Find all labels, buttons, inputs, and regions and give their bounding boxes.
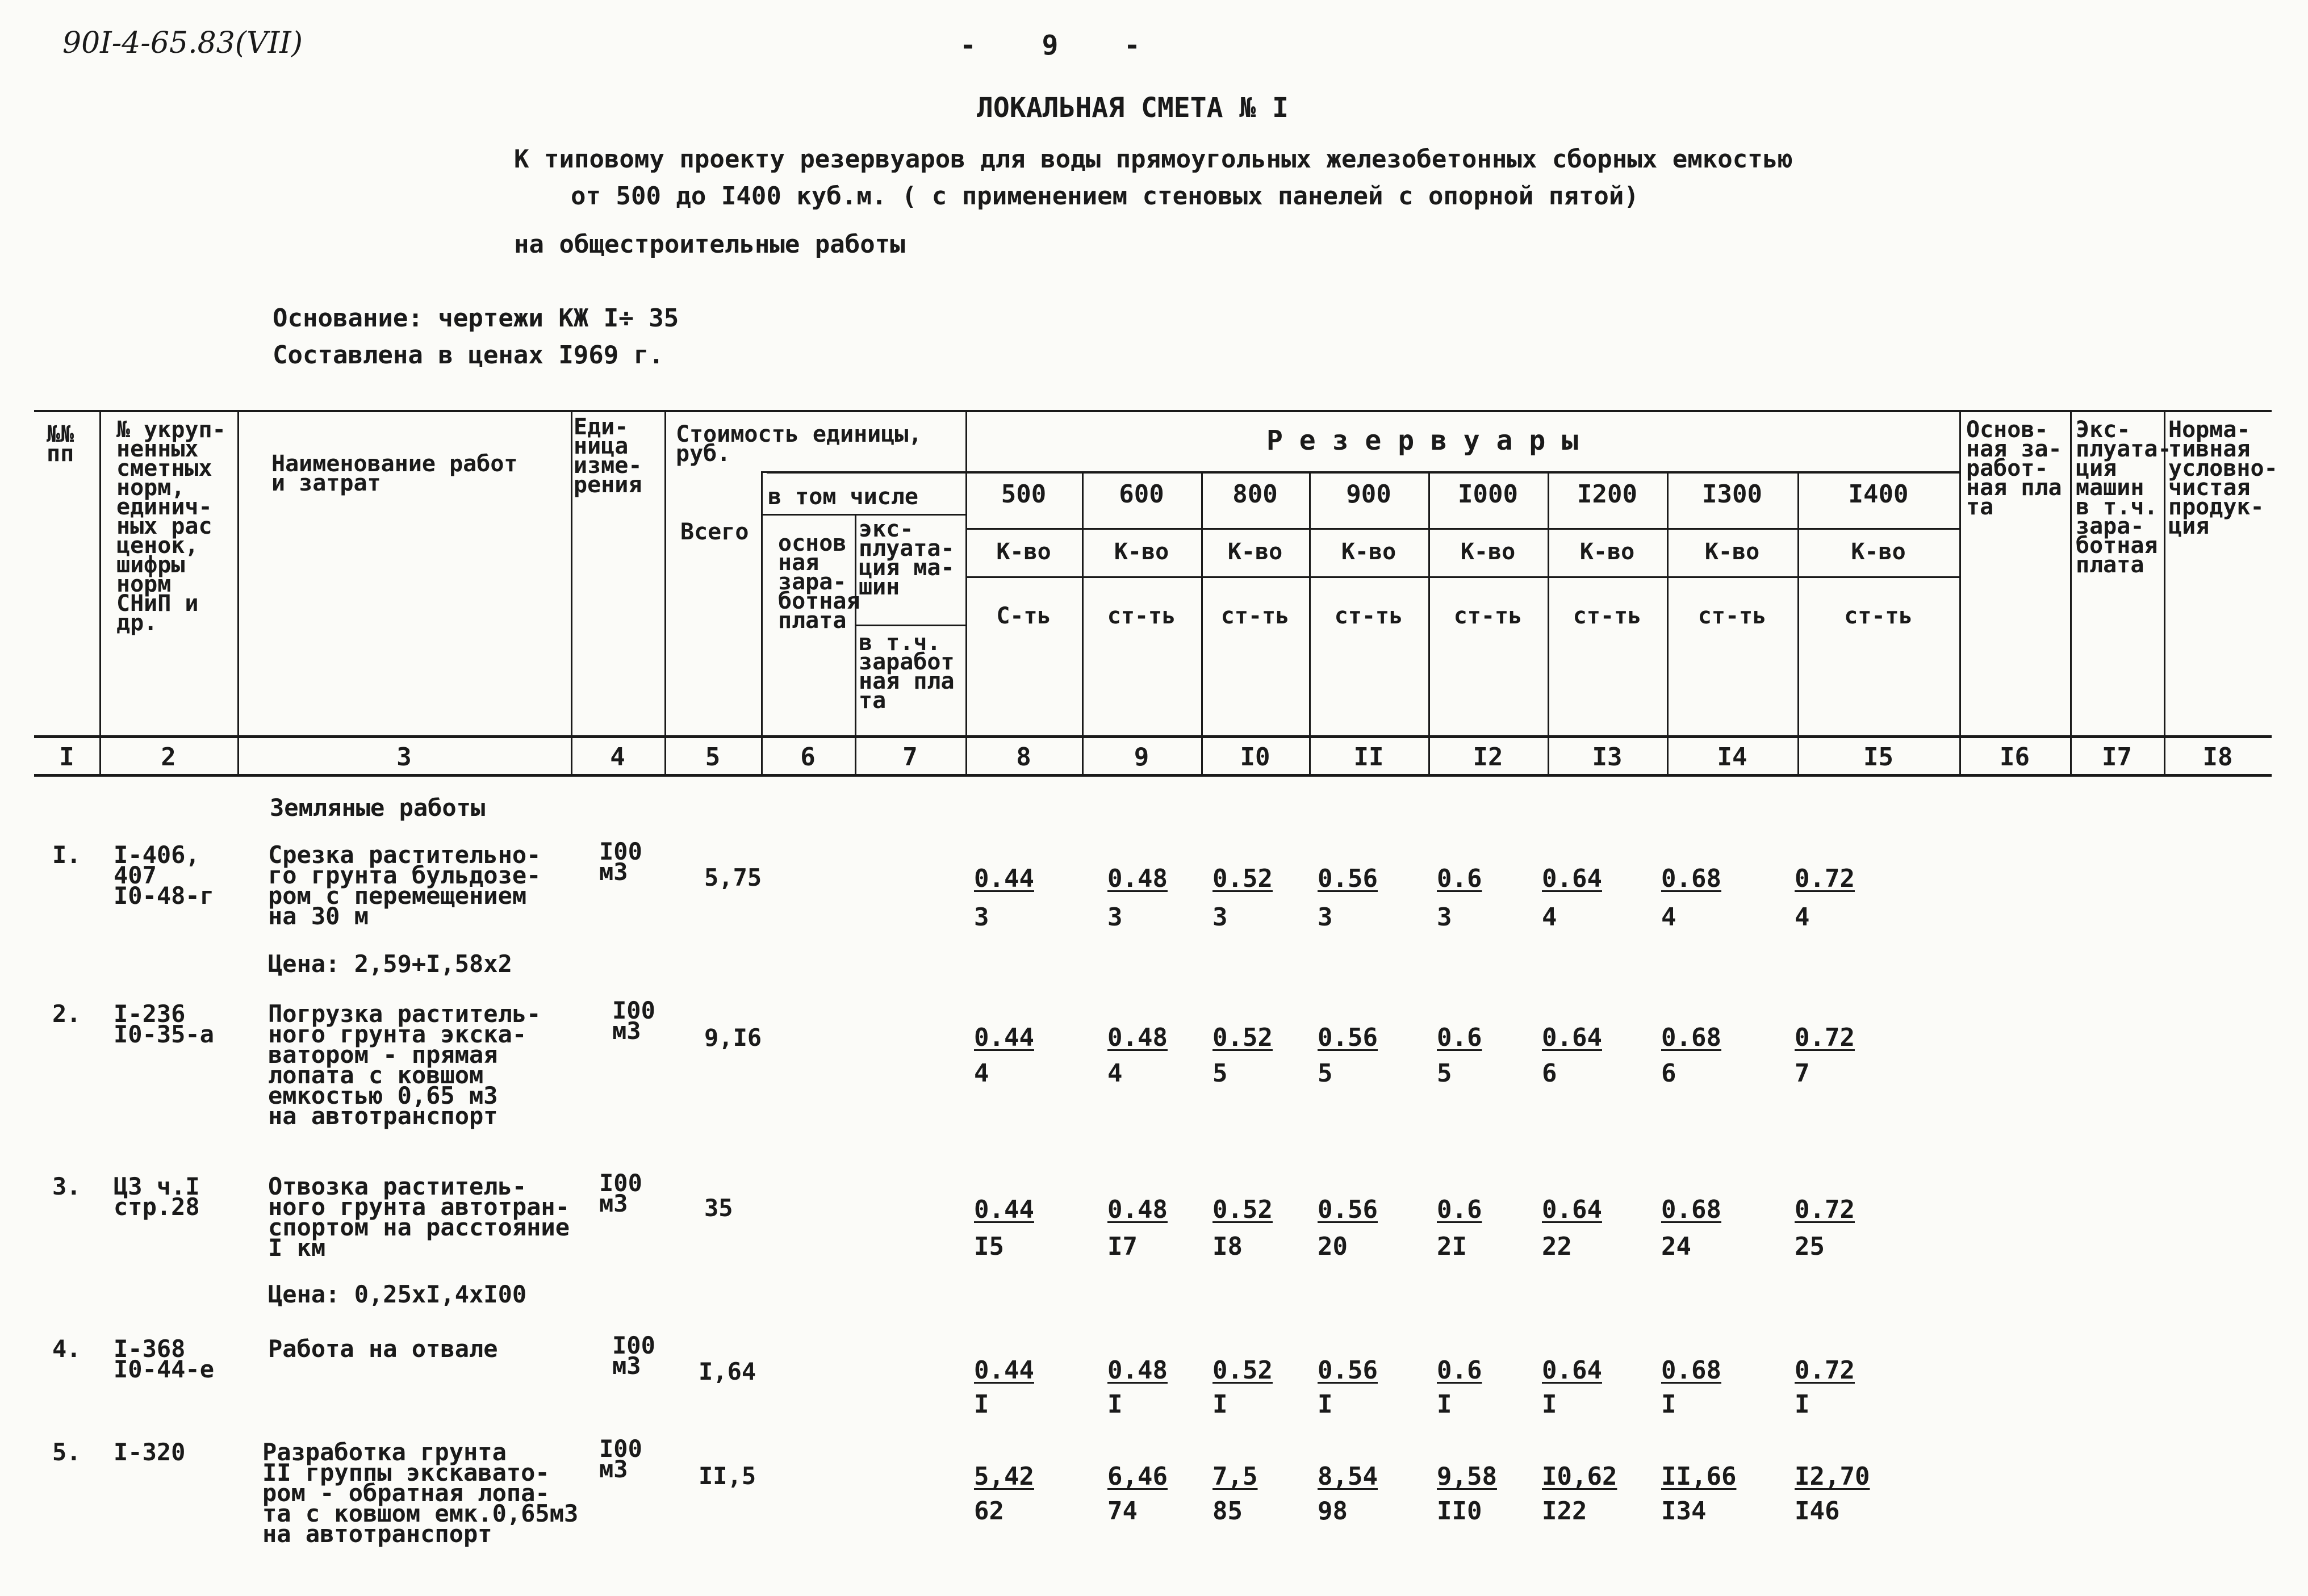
- column-number: I6: [2000, 743, 2030, 772]
- cost-value: 4: [1542, 903, 1557, 932]
- column-number: I5: [1863, 743, 1893, 772]
- cost-value: 98: [1318, 1497, 1348, 1526]
- row-name: Работа на отвале: [268, 1335, 498, 1363]
- header-top-rule: [34, 410, 2272, 412]
- header-including: в том числе: [768, 484, 918, 510]
- header-rule-cost-row: [965, 576, 1959, 578]
- row-name: Разработка грунта II группы экскавато- ром - обратная лопа- та с ковшом емк.0,65м3 на автотранспорт: [262, 1438, 579, 1548]
- header-volume: 800: [1232, 480, 1278, 509]
- header-norm-codes: № укруп- ненных сметных норм, единич- ных рас ценок, шифры норм СНиП и др.: [116, 417, 226, 636]
- header-total: Всего: [680, 519, 749, 545]
- column-number: 6: [800, 743, 816, 772]
- qty-value: 0.64: [1542, 1023, 1602, 1052]
- column-number: 2: [161, 743, 176, 772]
- row-number: 2.: [52, 1000, 81, 1028]
- qty-value: 0.72: [1795, 1356, 1855, 1385]
- cost-value: 4: [974, 1059, 989, 1088]
- col-rule-2: [237, 410, 239, 776]
- qty-value: 0.72: [1795, 1023, 1855, 1052]
- row-total: II,5: [699, 1462, 756, 1490]
- qty-value: 7,5: [1212, 1462, 1258, 1491]
- cost-value: I5: [974, 1232, 1004, 1261]
- qty-value: 0.68: [1661, 1356, 1721, 1385]
- qty-value: 0.64: [1542, 864, 1602, 893]
- col-rule-15: [1959, 410, 1961, 776]
- cost-value: 3: [974, 903, 989, 932]
- qty-value: 0.44: [974, 864, 1034, 893]
- qty-value: 6,46: [1107, 1462, 1168, 1491]
- qty-value: 0.6: [1437, 1356, 1482, 1385]
- cost-value: 6: [1542, 1059, 1557, 1088]
- cost-value: I8: [1212, 1232, 1243, 1261]
- cost-value: I: [1212, 1390, 1228, 1419]
- row-unit: I00 м3: [612, 996, 655, 1045]
- col-rule-7: [965, 410, 967, 776]
- header-machines: экс- плуата- ция ма- шин: [859, 516, 955, 600]
- header-qty: К-во: [1341, 539, 1396, 565]
- header-volume: I000: [1458, 480, 1518, 509]
- header-qty: К-во: [996, 539, 1051, 565]
- column-number: 8: [1016, 743, 1031, 772]
- cost-value: I34: [1661, 1497, 1707, 1526]
- qty-value: 0.6: [1437, 1023, 1482, 1052]
- col-rule-1: [99, 410, 101, 776]
- cost-value: I: [1795, 1390, 1810, 1419]
- header-volume: I300: [1702, 480, 1762, 509]
- section-heading: Земляные работы: [270, 794, 486, 822]
- column-number: 7: [902, 743, 918, 772]
- row-name: Срезка растительно- го грунта бульдозе- ром с перемещением на 30 м: [268, 841, 541, 930]
- row-code: I-368 I0-44-е: [114, 1335, 215, 1383]
- qty-value: 0.72: [1795, 1195, 1855, 1224]
- header-rule-machines: [855, 625, 965, 626]
- row-number: 3.: [52, 1172, 81, 1200]
- qty-value: II,66: [1661, 1462, 1737, 1491]
- cost-value: I: [1318, 1390, 1333, 1419]
- qty-value: 0.48: [1107, 864, 1168, 893]
- column-number: 3: [396, 743, 412, 772]
- qty-value: I2,70: [1795, 1462, 1870, 1491]
- column-number: I8: [2202, 743, 2233, 772]
- qty-value: 0.68: [1661, 1023, 1721, 1052]
- row-number: I.: [52, 841, 81, 869]
- column-number: I2: [1473, 743, 1503, 772]
- cost-value: 3: [1437, 903, 1452, 932]
- document-code: 90I-4-65.83(VII): [62, 26, 303, 60]
- qty-value: 0.64: [1542, 1195, 1602, 1224]
- cost-value: 6: [1661, 1059, 1676, 1088]
- row-unit: I00 м3: [599, 1435, 642, 1483]
- row-total: 35: [704, 1194, 733, 1222]
- header-qty: К-во: [1851, 539, 1906, 565]
- qty-value: 9,58: [1437, 1462, 1497, 1491]
- row-code: I-320: [114, 1438, 186, 1466]
- row-unit: I00 м3: [599, 1169, 642, 1217]
- qty-value: 0.56: [1318, 1023, 1378, 1052]
- column-number: I: [59, 743, 74, 772]
- header-basic-wage: основ ная зара- ботная плата: [778, 530, 860, 634]
- cost-value: 24: [1661, 1232, 1691, 1261]
- cost-value: I7: [1107, 1232, 1138, 1261]
- cost-value: 5: [1212, 1059, 1228, 1088]
- header-cost: ст-ть: [1697, 603, 1767, 629]
- column-number: 5: [705, 743, 721, 772]
- cost-value: I: [1661, 1390, 1676, 1419]
- header-rule-cost: [761, 471, 965, 473]
- header-rule-qty: [965, 528, 1959, 530]
- qty-value: 0.68: [1661, 864, 1721, 893]
- column-number: I7: [2102, 743, 2132, 772]
- qty-value: 0.56: [1318, 1356, 1378, 1385]
- header-cost: ст-ть: [1573, 603, 1642, 629]
- cost-value: 25: [1795, 1232, 1825, 1261]
- qty-value: 0.48: [1107, 1023, 1168, 1052]
- qty-value: 0.44: [974, 1195, 1034, 1224]
- basis-line: Основание: чертежи КЖ I÷ 35: [273, 304, 679, 333]
- cost-value: 3: [1318, 903, 1333, 932]
- header-qty: К-во: [1460, 539, 1516, 565]
- qty-value: 0.44: [974, 1356, 1034, 1385]
- row-price-note: Цена: 2,59+I,58х2: [268, 950, 512, 978]
- row-unit: I00 м3: [612, 1331, 655, 1380]
- header-row-number: №№ пп: [47, 421, 74, 467]
- qty-value: 0.52: [1212, 1195, 1273, 1224]
- column-number: 9: [1134, 743, 1149, 772]
- header-cost: ст-ть: [1453, 603, 1523, 629]
- qty-value: 8,54: [1318, 1462, 1378, 1491]
- row-name: Погрузка раститель- ного грунта экска- ватором - прямая лопата с ковшом емкостью 0,65 м3 на автотранспорт: [268, 1000, 541, 1130]
- header-volume: 600: [1119, 480, 1164, 509]
- cost-value: 7: [1795, 1059, 1810, 1088]
- qty-value: 0.56: [1318, 1195, 1378, 1224]
- row-number: 4.: [52, 1335, 81, 1363]
- column-number: II: [1353, 743, 1384, 772]
- cost-value: 5: [1437, 1059, 1452, 1088]
- row-number: 5.: [52, 1438, 81, 1466]
- header-cost: С-ть: [996, 603, 1051, 629]
- qty-value: 0.48: [1107, 1195, 1168, 1224]
- column-number: I0: [1240, 743, 1270, 772]
- header-cost: ст-ть: [1220, 603, 1290, 629]
- column-number: 4: [610, 743, 625, 772]
- header-qty: К-во: [1579, 539, 1635, 565]
- row-code: I-406, 407 I0-48-г: [114, 841, 215, 910]
- qty-value: 5,42: [974, 1462, 1034, 1491]
- cost-value: 4: [1661, 903, 1676, 932]
- prices-line: Составлена в ценах I969 г.: [273, 341, 664, 370]
- row-price-note: Цена: 0,25хI,4хI00: [268, 1280, 527, 1308]
- header-reservoirs: Р е з е р в у а р ы: [1266, 425, 1579, 456]
- header-cost: ст-ть: [1107, 603, 1176, 629]
- cost-value: 4: [1107, 1059, 1123, 1088]
- header-unit: Еди- ница изме- рения: [574, 414, 642, 498]
- header-cost: ст-ть: [1334, 603, 1403, 629]
- row-name: Отвозка раститель- ного грунта автотран- спортом на расстояние I км: [268, 1172, 570, 1262]
- cost-value: I: [974, 1390, 989, 1419]
- qty-value: 0.52: [1212, 1356, 1273, 1385]
- qty-value: 0.6: [1437, 864, 1482, 893]
- header-machines-wage: в т.ч. заработ ная пла та: [859, 630, 955, 714]
- cost-value: 22: [1542, 1232, 1572, 1261]
- header-col-18: Норма- тивная условно- чистая продук- ция: [2168, 417, 2278, 539]
- header-unit-cost: Стоимость единицы, руб.: [676, 421, 922, 467]
- row-total: I,64: [699, 1358, 756, 1385]
- header-volume: 500: [1001, 480, 1047, 509]
- header-volume: 900: [1346, 480, 1391, 509]
- qty-value: I0,62: [1542, 1462, 1617, 1491]
- page-number: - 9 -: [960, 30, 1140, 61]
- col-rule-3: [571, 410, 572, 776]
- col-rule-5: [761, 471, 763, 776]
- row-code: I-236 I0-35-а: [114, 1000, 215, 1048]
- qty-value: 0.72: [1795, 864, 1855, 893]
- header-volume: I200: [1577, 480, 1637, 509]
- col-rule-16: [2070, 410, 2072, 776]
- row-total: 5,75: [704, 864, 762, 891]
- qty-value: 0.48: [1107, 1356, 1168, 1385]
- column-number: I3: [1592, 743, 1623, 772]
- cost-value: 62: [974, 1497, 1004, 1526]
- cost-value: I: [1542, 1390, 1557, 1419]
- header-qty: К-во: [1227, 539, 1283, 565]
- header-volume: I400: [1848, 480, 1909, 509]
- cost-value: I: [1437, 1390, 1452, 1419]
- subtitle-line-1: К типовому проекту резервуаров для воды прямоугольных железобетонных сборных емкостью: [514, 145, 1793, 174]
- col-rule-4: [664, 410, 666, 776]
- header-qty: К-во: [1704, 539, 1760, 565]
- qty-value: 0.52: [1212, 1023, 1273, 1052]
- header-rule-incl: [761, 514, 965, 516]
- header-numbers-bottom-rule: [34, 774, 2272, 777]
- qty-value: 0.52: [1212, 864, 1273, 893]
- header-work-name: Наименование работ и затрат: [271, 451, 518, 496]
- row-total: 9,I6: [704, 1024, 762, 1052]
- header-cost: ст-ть: [1844, 603, 1913, 629]
- cost-value: 3: [1212, 903, 1228, 932]
- cost-value: 74: [1107, 1497, 1138, 1526]
- header-numbers-top-rule: [34, 735, 2272, 738]
- qty-value: 0.44: [974, 1023, 1034, 1052]
- cost-value: 3: [1107, 903, 1123, 932]
- header-qty: К-во: [1114, 539, 1169, 565]
- cost-value: 4: [1795, 903, 1810, 932]
- subtitle-line-3: на общестроительные работы: [514, 230, 905, 259]
- qty-value: 0.56: [1318, 864, 1378, 893]
- row-code: ЦЗ ч.I стр.28: [114, 1172, 200, 1221]
- cost-value: I22: [1542, 1497, 1587, 1526]
- cost-value: 5: [1318, 1059, 1333, 1088]
- header-col-17: Экс- плуата- ция машин в т.ч. зара- ботная плата: [2076, 417, 2172, 578]
- cost-value: 85: [1212, 1497, 1243, 1526]
- cost-value: I46: [1795, 1497, 1840, 1526]
- row-unit: I00 м3: [599, 837, 642, 886]
- qty-value: 0.6: [1437, 1195, 1482, 1224]
- cost-value: II0: [1437, 1497, 1482, 1526]
- column-number: I4: [1717, 743, 1747, 772]
- document-title: ЛОКАЛЬНАЯ СМЕТА № I: [977, 92, 1289, 124]
- subtitle-line-2: от 500 до I400 куб.м. ( с применением стеновых панелей с опорной пятой): [571, 182, 1639, 211]
- cost-value: 20: [1318, 1232, 1348, 1261]
- cost-value: 2I: [1437, 1232, 1467, 1261]
- cost-value: I: [1107, 1390, 1123, 1419]
- qty-value: 0.68: [1661, 1195, 1721, 1224]
- header-col-16: Основ- ная за- работ- ная пла та: [1966, 417, 2062, 520]
- qty-value: 0.64: [1542, 1356, 1602, 1385]
